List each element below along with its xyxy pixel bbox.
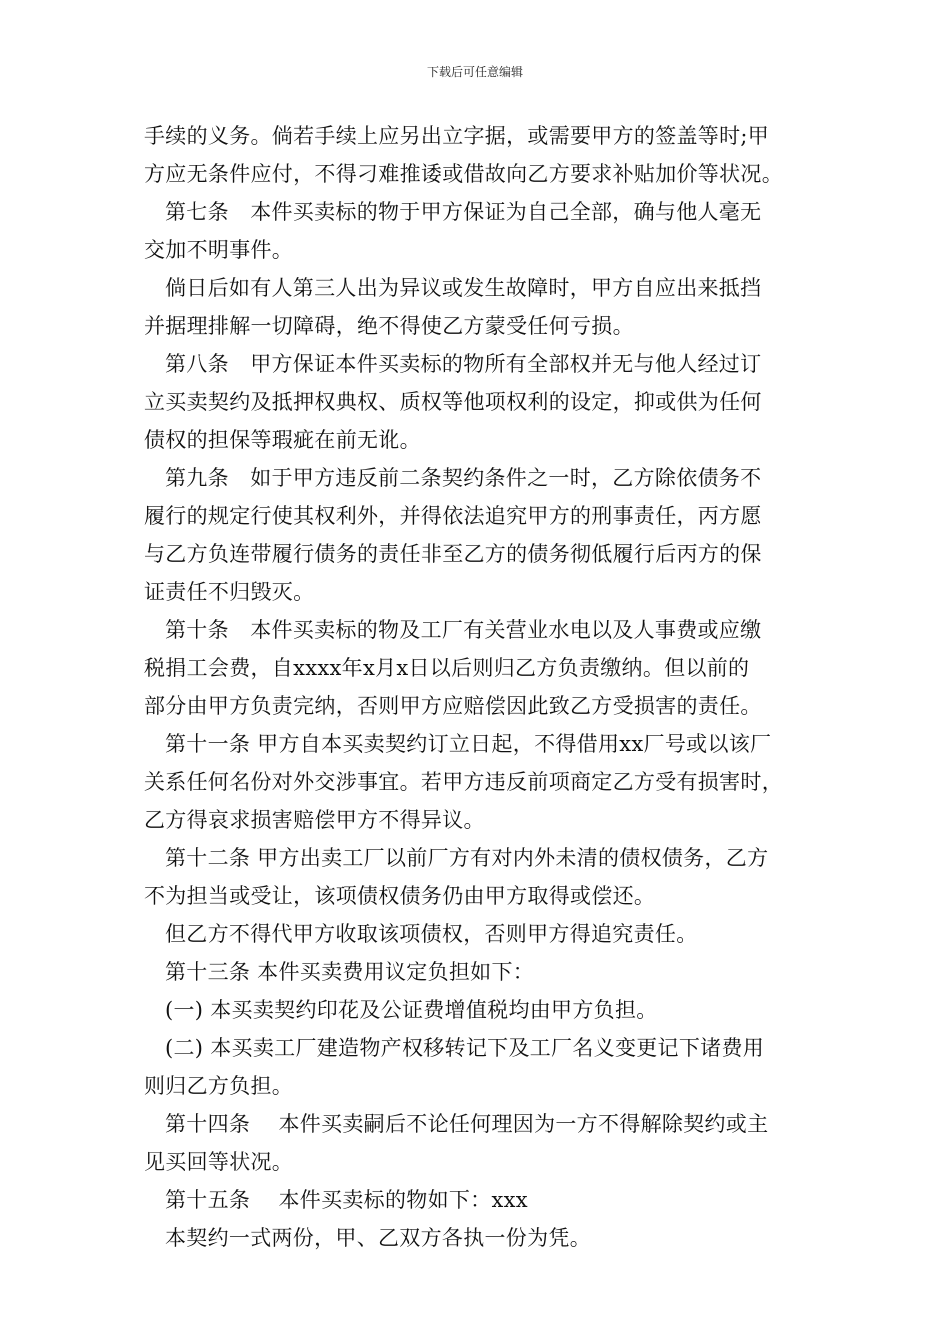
contract-body <box>144 117 816 1257</box>
text-line: 第十条 本件买卖标的物及工厂有关营业水电以及人事费或应缴 <box>165 618 762 642</box>
text-line: 第八条 甲方保证本件买卖标的物所有全部权并无与他人经过订 <box>165 352 762 376</box>
text-line: 则归乙方负担。 <box>144 1074 294 1098</box>
text-line: 关系任何名份对外交涉事宜。若甲方违反前项商定乙方受有损害时， <box>144 770 783 794</box>
text-line: 不为担当或受让，该项债权债务仍由甲方取得或偿还。 <box>144 884 656 908</box>
text-line: (二) 本买卖工厂建造物产权移转记下及工厂名义变更记下诸费用 <box>165 1036 765 1060</box>
text-line: (一) 本买卖契约印花及公证费增值税均由甲方负担。 <box>165 998 658 1022</box>
text-line: 本契约一式两份，甲、乙双方各执一份为凭。 <box>165 1226 591 1250</box>
text-line: 第七条 本件买卖标的物于甲方保证为自己全部，确与他人毫无 <box>165 200 762 224</box>
text-line: 乙方得哀求损害赔偿甲方不得异议。 <box>144 808 485 832</box>
text-line: 部分由甲方负责完纳，否则甲方应赔偿因此致乙方受损害的责任。 <box>144 694 762 718</box>
text-line: 并据理排解一切障碍，绝不得使乙方蒙受任何亏损。 <box>144 314 634 338</box>
text-line: 履行的规定行使其权利外，并得依法追究甲方的刑事责任，丙方愿 <box>144 504 762 528</box>
text-line: 方应无条件应付，不得刁难推诿或借故向乙方要求补贴加价等状况。 <box>144 162 783 186</box>
text-line: 第九条 如于甲方违反前二条契约条件之一时，乙方除依债务不 <box>165 466 762 490</box>
text-line: 交加不明事件。 <box>144 238 294 262</box>
text-line: 第十四条 本件买卖嗣后不论任何理因为一方不得解除契约或主 <box>165 1112 769 1136</box>
text-line: 债权的担保等瑕疵在前无讹。 <box>144 428 421 452</box>
text-line: 见买回等状况。 <box>144 1150 294 1174</box>
text-line: 证责任不归毁灭。 <box>144 580 315 604</box>
text-line: 税捐工会费，自xxxx年x月x日以后则归乙方负责缴纳。但以前的 <box>144 656 750 680</box>
text-line: 倘日后如有人第三人出为异议或发生故障时，甲方自应出来抵挡 <box>165 276 762 300</box>
text-line: 第十二条 甲方出卖工厂以前厂方有对内外未清的债权债务，乙方 <box>165 846 769 870</box>
text-line: 第十五条 本件买卖标的物如下：xxx <box>165 1188 528 1212</box>
header-note: 下载后可任意编辑 <box>426 65 523 79</box>
text-line: 与乙方负连带履行债务的责任非至乙方的债务彻低履行后丙方的保 <box>144 542 762 566</box>
text-line: 第十一条 甲方自本买卖契约订立日起，不得借用xx厂号或以该厂 <box>165 732 772 756</box>
text-line: 立买卖契约及抵押权典权、质权等他项权利的设定，抑或供为任何 <box>144 390 762 414</box>
text-line: 但乙方不得代甲方收取该项债权，否则甲方得追究责任。 <box>165 922 698 946</box>
text-line: 手续的义务。倘若手续上应另出立字据，或需要甲方的签盖等时;甲 <box>144 124 770 148</box>
text-line: 第十三条 本件买卖费用议定负担如下： <box>165 960 535 984</box>
